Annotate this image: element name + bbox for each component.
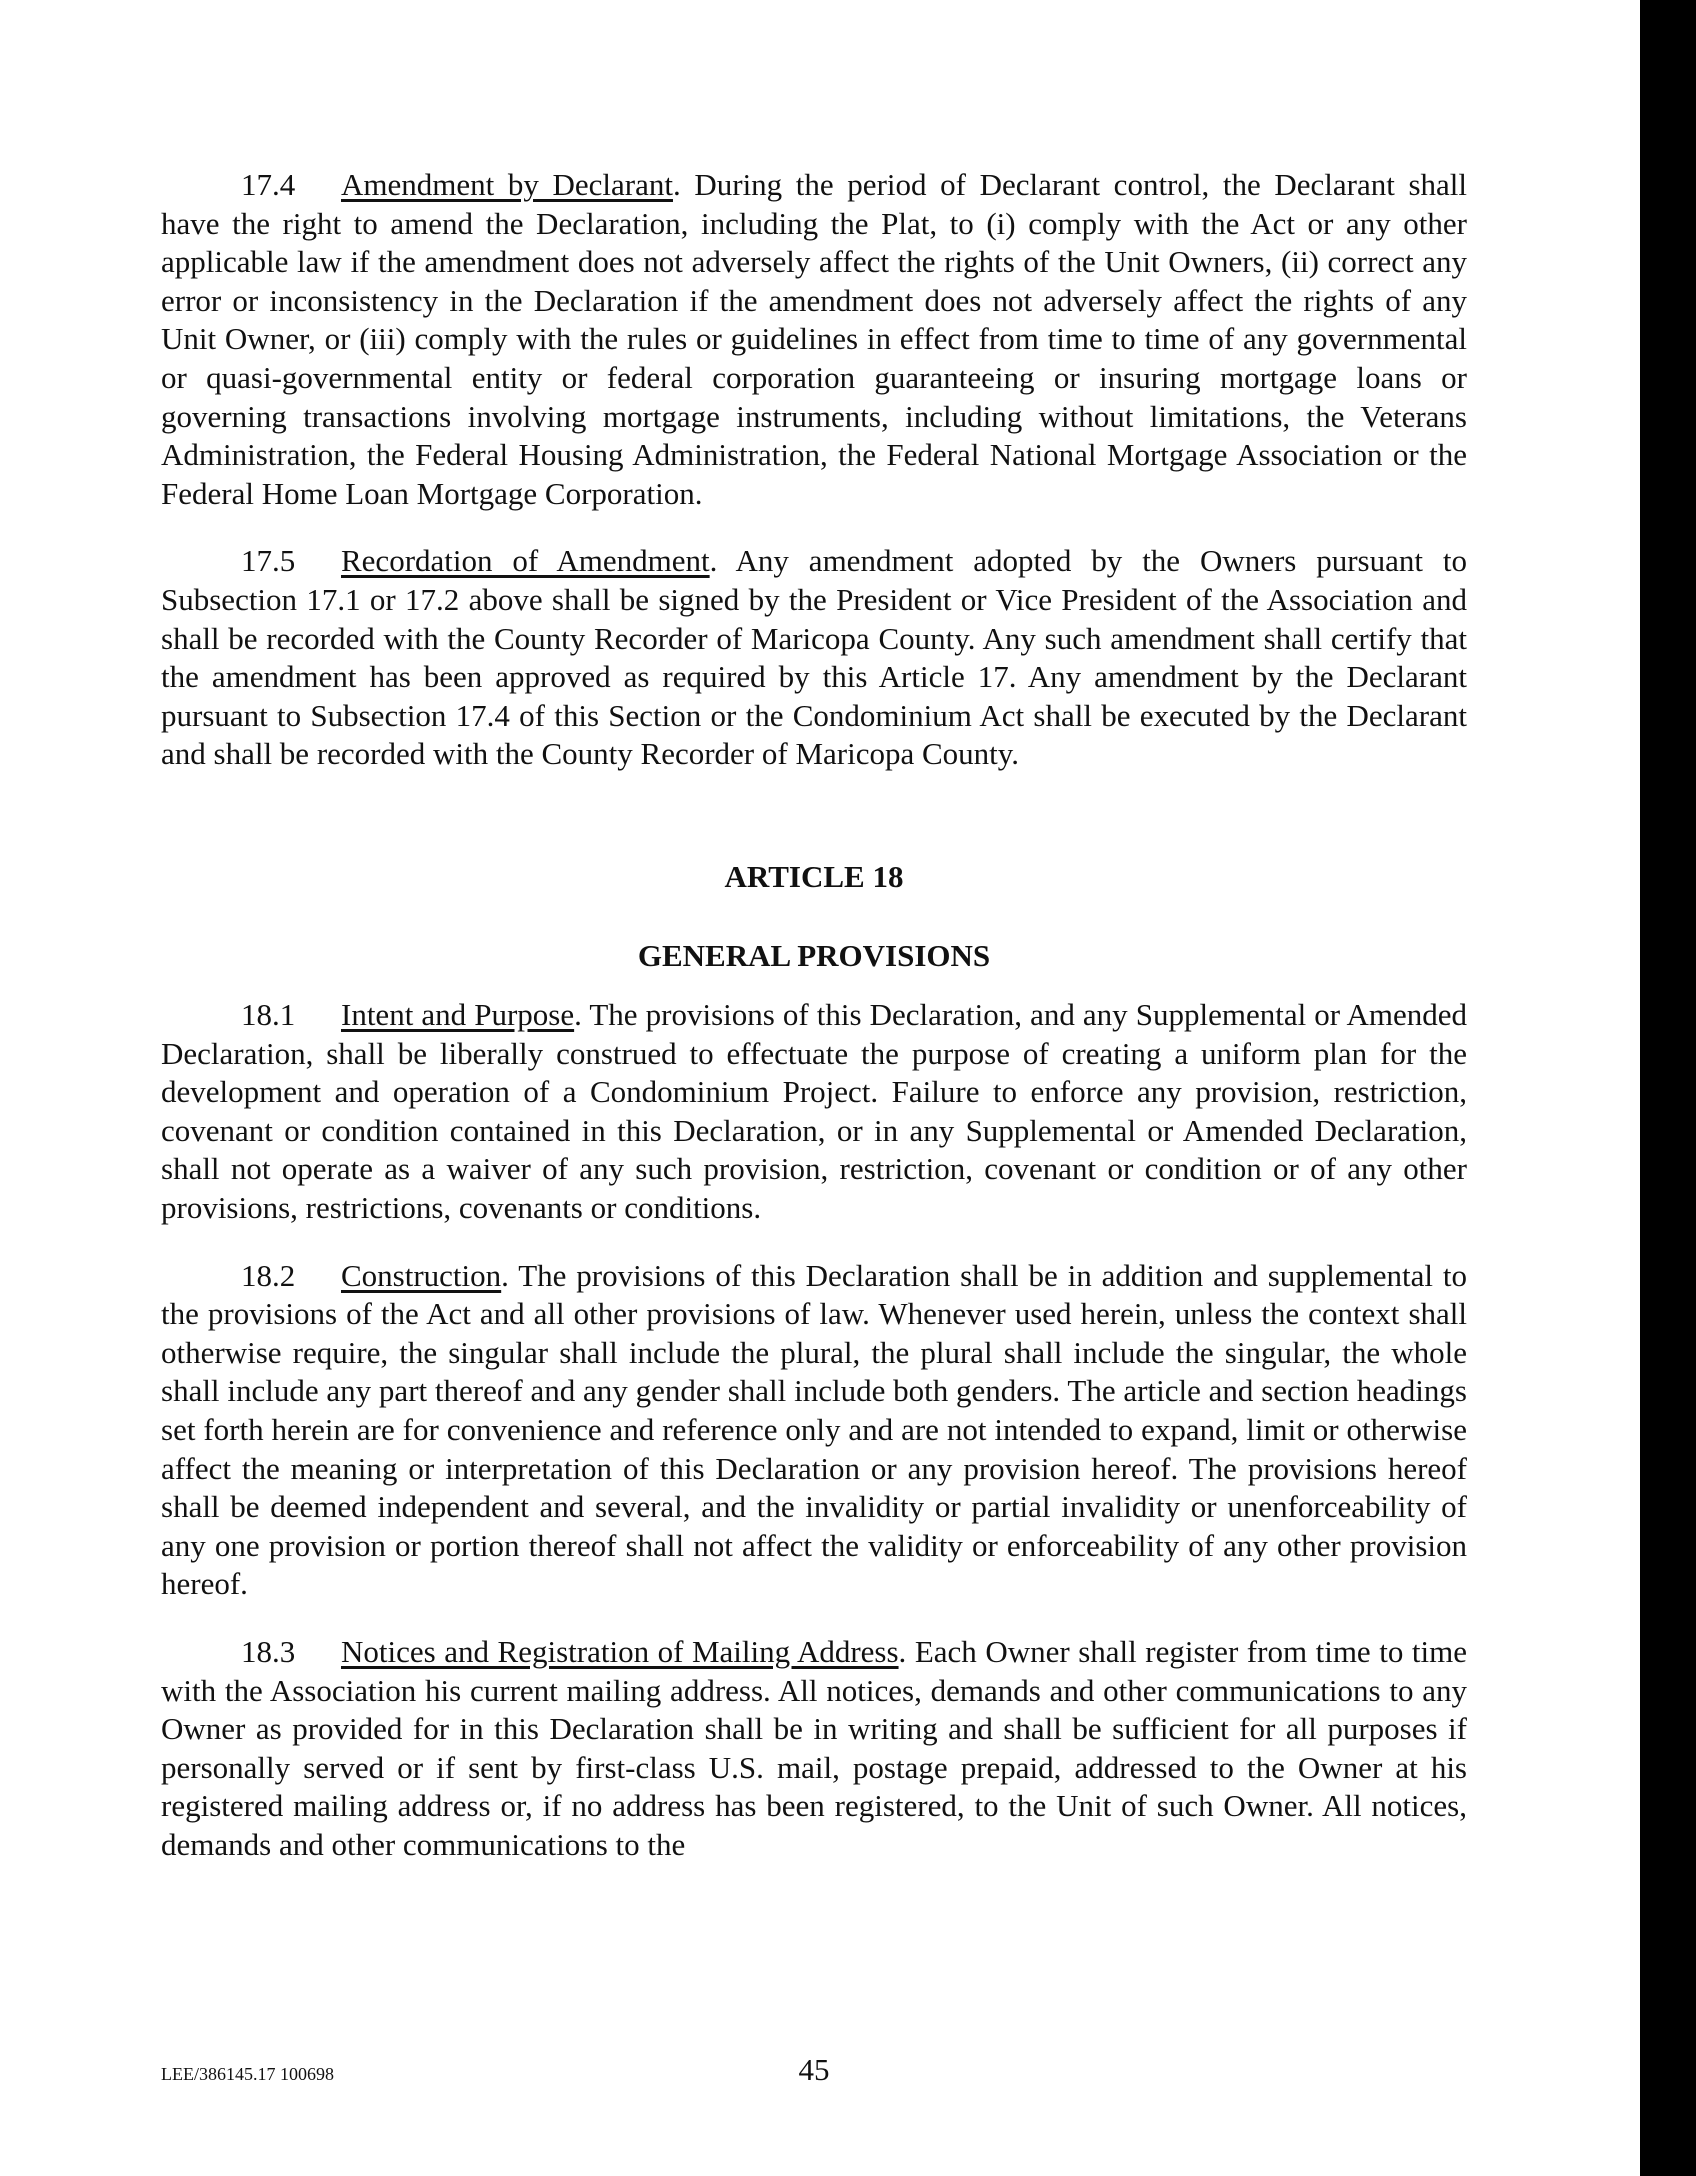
scan-border <box>1640 0 1696 2176</box>
section-body: . The provisions of this Declaration, and any Supplemental or Amended Declaration, shall be liberally construed to effectuate the purpose of creating a uniform plan for the development and operation of a Condominium Project. Failure to enforce any provision, restriction, covenant or condition contained in this Declaration, or in any Supplemental or Amended Declaration, shall not operate as a waiver of any such provision, restriction, covenant or condition or of any other provisions, restrictions, covenants or conditions. <box>161 997 1467 1226</box>
section-18-2 <box>161 1257 1467 1604</box>
section-heading: Notices and Registration of Mailing Address <box>341 1634 899 1669</box>
section-number: 18.1 <box>241 997 296 1033</box>
document-id: LEE/386145.17 100698 <box>161 2064 334 2084</box>
page-content <box>161 166 1467 1894</box>
section-heading: Recordation of Amendment <box>341 543 710 579</box>
section-number: 17.5 <box>241 543 296 579</box>
article-title: GENERAL PROVISIONS <box>637 937 991 973</box>
section-body: . Each Owner shall register from time to time with the Association his current mailing address. All notices, demands and other communications to any Owner as provided for in this Declaration shall be in writing and shall be sufficient for all purposes if personally served or if sent by first-class U.S. mail, postage prepaid, addressed to the Owner at his registered mailing address or, if no address has been registered, to the Unit of such Owner. All notices, demands and other communications to the <box>161 1634 1467 1862</box>
article-number: ARTICLE 18 <box>724 858 904 894</box>
section-17-4 <box>161 166 1467 513</box>
page-number: 45 <box>798 2052 830 2087</box>
section-18-1 <box>161 996 1467 1228</box>
section-17-5 <box>161 542 1467 774</box>
section-heading: Amendment by Declarant <box>341 167 673 202</box>
section-18-3 <box>161 1633 1467 1865</box>
section-body: . Any amendment adopted by the Owners pursuant to Subsection 17.1 or 17.2 above shall be signed by the President or Vice President of the Association and shall be recorded with the County Recorder of Maricopa County. Any such amendment shall certify that the amendment has been approved as required by this Article 17. Any amendment by the Declarant pursuant to Subsection 17.4 of this Section or the Condominium Act shall be executed by the Declarant and shall be recorded with the County Recorder of Maricopa County. <box>161 543 1467 772</box>
section-number: 18.2 <box>241 1257 296 1293</box>
section-body: . During the period of Declarant control, the Declarant shall have the right to amend the Declaration, including the Plat, to (i) comply with the Act or any other applicable law if the amendment does not adversely affect the rights of the Unit Owners, (ii) correct any error or inconsistency in the Declaration if the amendment does not adversely affect the rights of any Unit Owner, or (iii) comply with the rules or guidelines in effect from time to time of any governmental or quasi-governmental entity or federal corporation guaranteeing or insuring mortgage loans or governing transactions involving mortgage instruments, including without limitations, the Veterans Administration, the Federal Housing Administration, the Federal National Mortgage Association or the Federal Home Loan Mortgage Corporation. <box>161 167 1468 511</box>
section-number: 17.4 <box>241 167 296 202</box>
page-footer <box>161 2052 1467 2092</box>
section-heading: Construction <box>341 1257 502 1293</box>
section-body: . The provisions of this Declaration shall be in addition and supplemental to the provisions of the Act and all other provisions of law. Whenever used herein, unless the context shall otherwise require, the singular shall include the plural, the plural shall include the singular, the whole shall include any part thereof and any gender shall include both genders. The article and section headings set forth herein are for convenience and reference only and are not intended to expand, limit or otherwise affect the meaning or interpretation of this Declaration or any provision hereof. The provisions hereof shall be deemed independent and several, and the invalidity or partial invalidity or unenforceability of any one provision or portion thereof shall not affect the validity or enforceability of any other provision hereof. <box>161 1257 1467 1602</box>
section-heading: Intent and Purpose <box>341 997 575 1033</box>
section-number: 18.3 <box>241 1634 296 1669</box>
